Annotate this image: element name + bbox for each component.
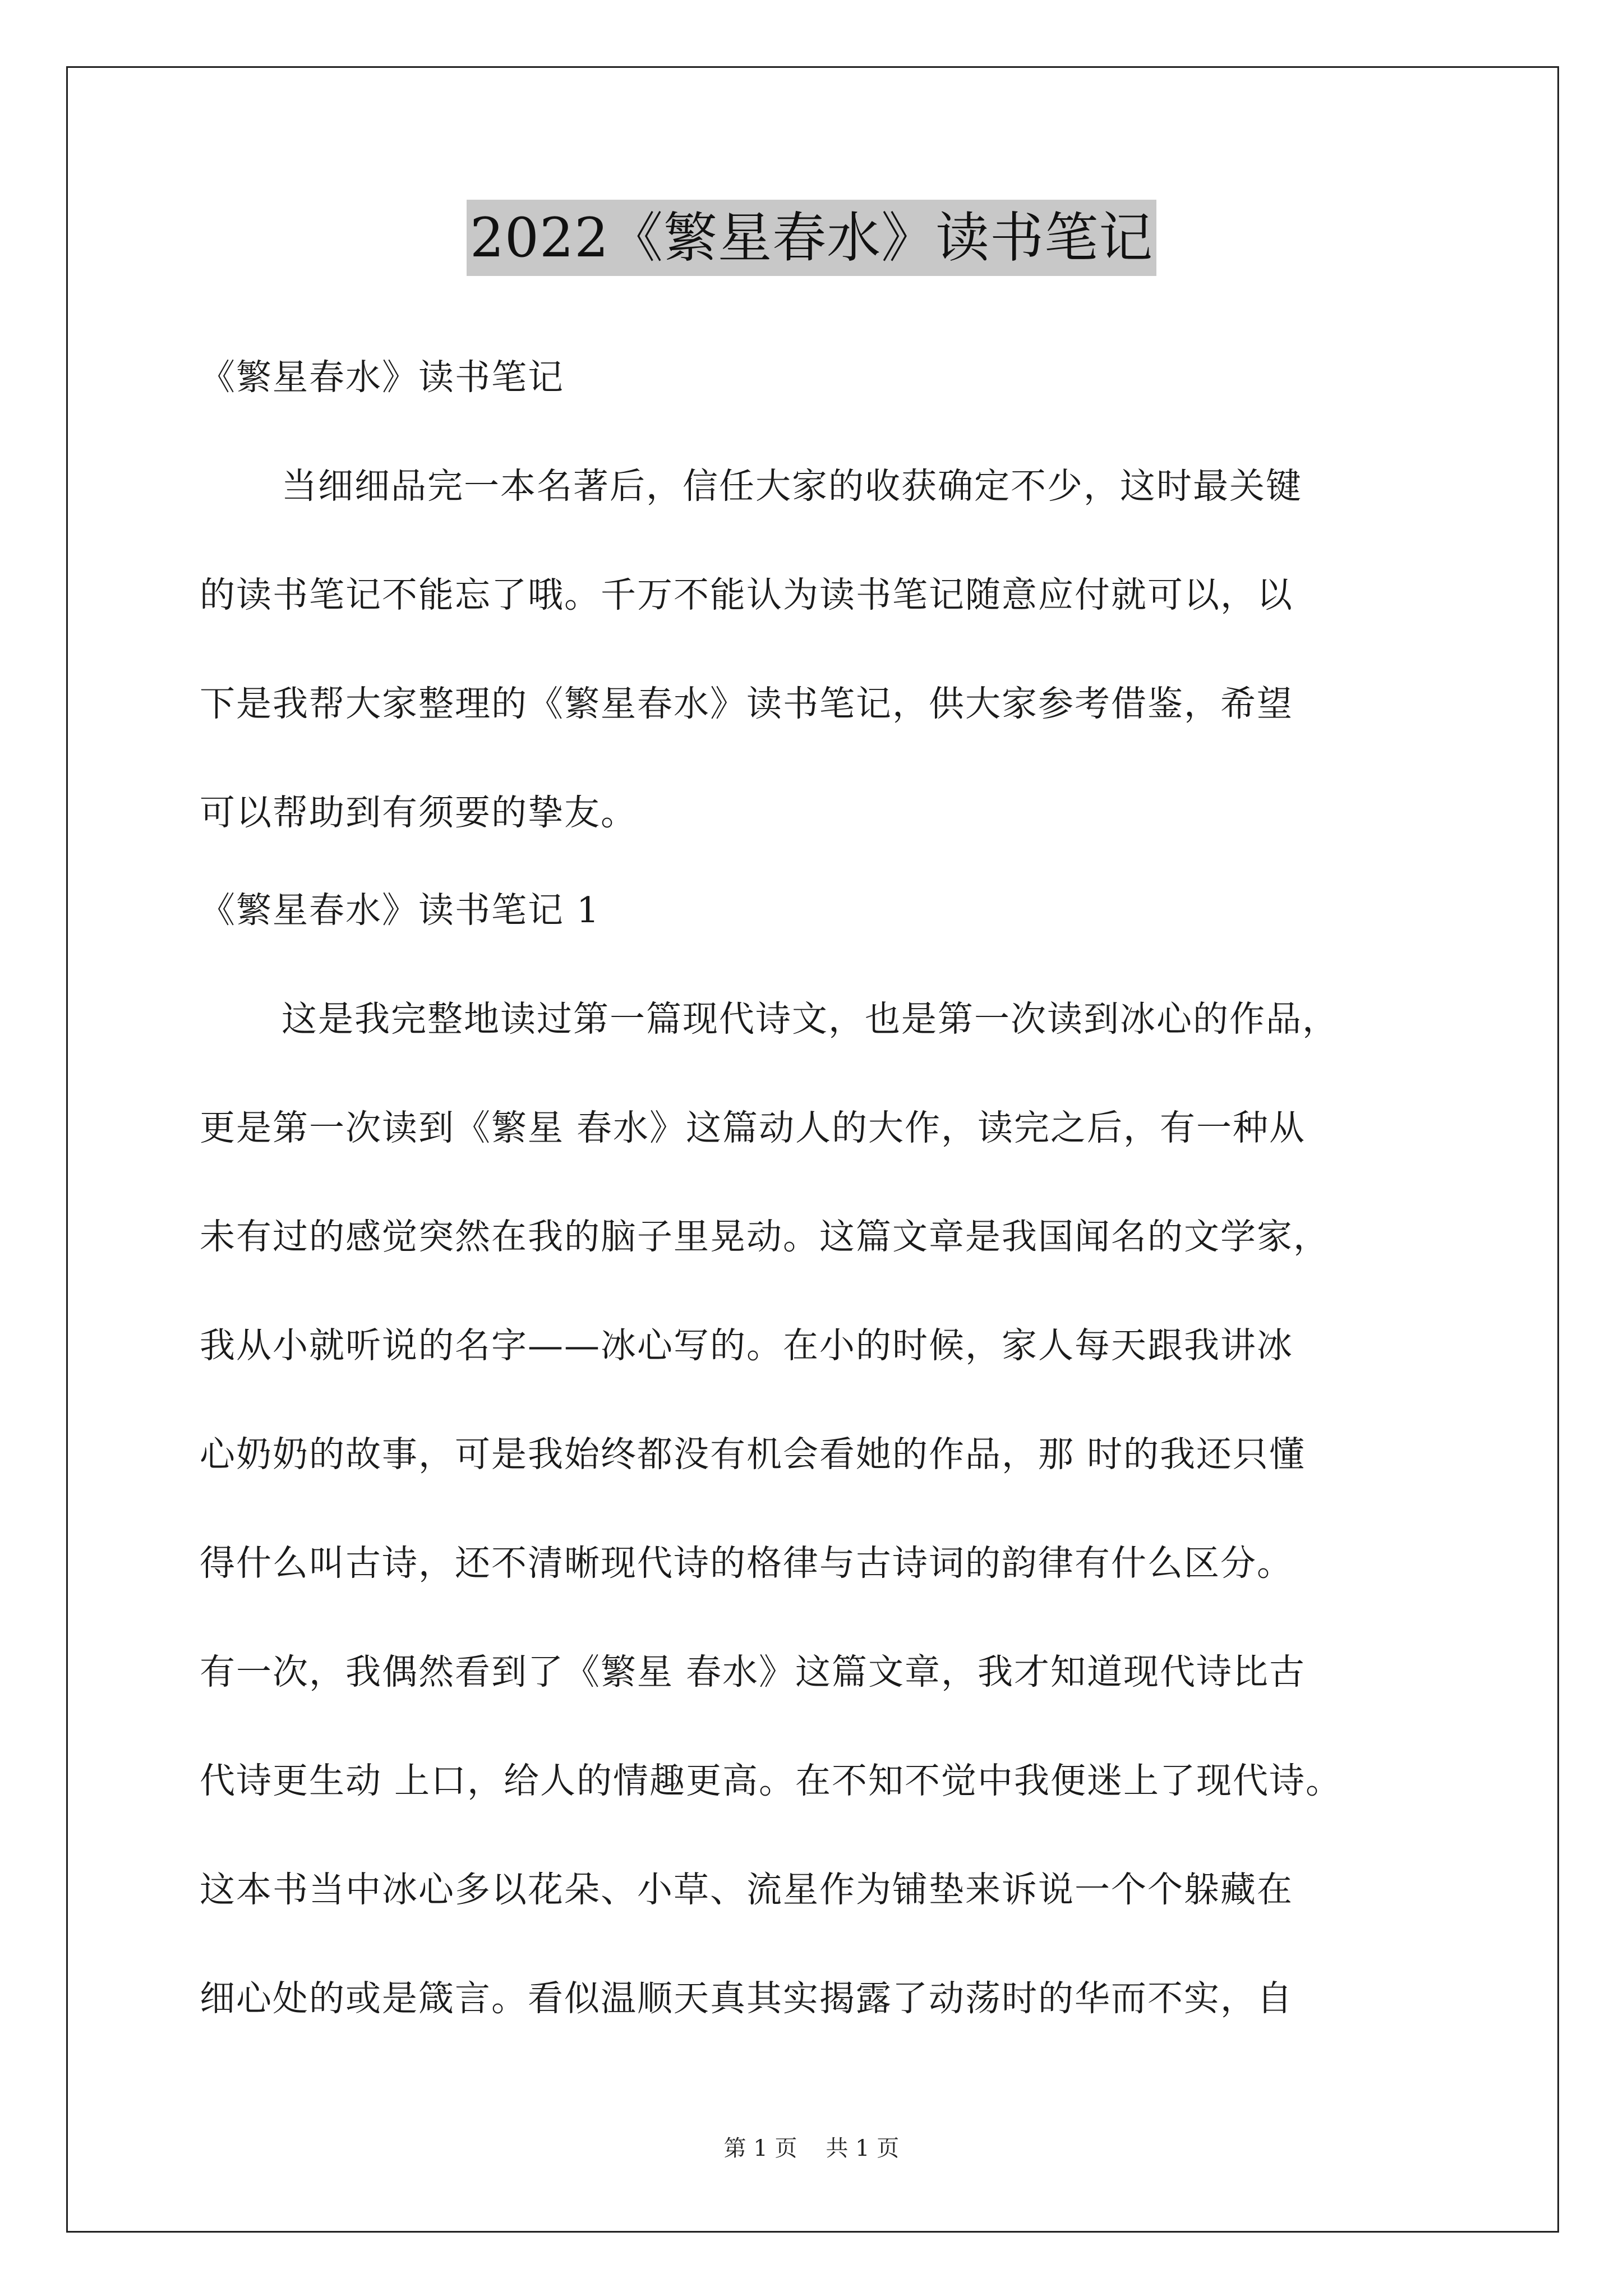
title-container [0, 200, 1623, 276]
paragraph-line: 这本书当中冰心多以花朵、小草、流星作为铺垫来诉说一个个躲藏在 [200, 1869, 1293, 1910]
section-heading: 《繁星春水》读书笔记 [200, 357, 564, 398]
paragraph-line: 的读书笔记不能忘了哦。千万不能认为读书笔记随意应付就可以，以 [200, 574, 1293, 615]
paragraph-line: 当细细品完一本名著后，信任大家的收获确定不少，这时最关键 [282, 466, 1302, 507]
paragraph-line: 未有过的感觉突然在我的脑子里晃动。这篇文章是我国闻名的文学家， [200, 1216, 1330, 1257]
page-number: 第 1 页 [723, 2136, 797, 2161]
paragraph-line: 更是第一次读到《繁星 春水》这篇动人的大作，读完之后，有一种从 [200, 1107, 1306, 1148]
paragraph-line: 细心处的或是箴言。看似温顺天真其实揭露了动荡时的华而不实，自 [200, 1978, 1293, 2019]
paragraph-line: 这是我完整地读过第一篇现代诗文，也是第一次读到冰心的作品， [282, 999, 1339, 1039]
paragraph-line: 有一次，我偶然看到了《繁星 春水》这篇文章，我才知道现代诗比古 [200, 1651, 1306, 1692]
paragraph-line: 得什么叫古诗，还不清晰现代诗的格律与古诗词的韵律有什么区分。 [200, 1543, 1293, 1584]
page-total: 共 1 页 [826, 2136, 900, 2161]
paragraph-line: 可以帮助到有须要的挚友。 [200, 792, 637, 833]
paragraph-line: 代诗更生动 上口，给人的情趣更高。在不知不觉中我便迷上了现代诗。 [200, 1760, 1343, 1801]
paragraph-line: 心奶奶的故事，可是我始终都没有机会看她的作品，那 时的我还只懂 [200, 1434, 1306, 1475]
paragraph-line: 我从小就听说的名字——冰心写的。在小的时候，家人每天跟我讲冰 [200, 1325, 1293, 1366]
section-heading: 《繁星春水》读书笔记 1 [200, 890, 601, 931]
page-footer [0, 2132, 1623, 2165]
document-title: 2022《繁星春水》读书笔记 [467, 200, 1156, 276]
paragraph-line: 下是我帮大家整理的《繁星春水》读书笔记，供大家参考借鉴，希望 [200, 683, 1293, 724]
